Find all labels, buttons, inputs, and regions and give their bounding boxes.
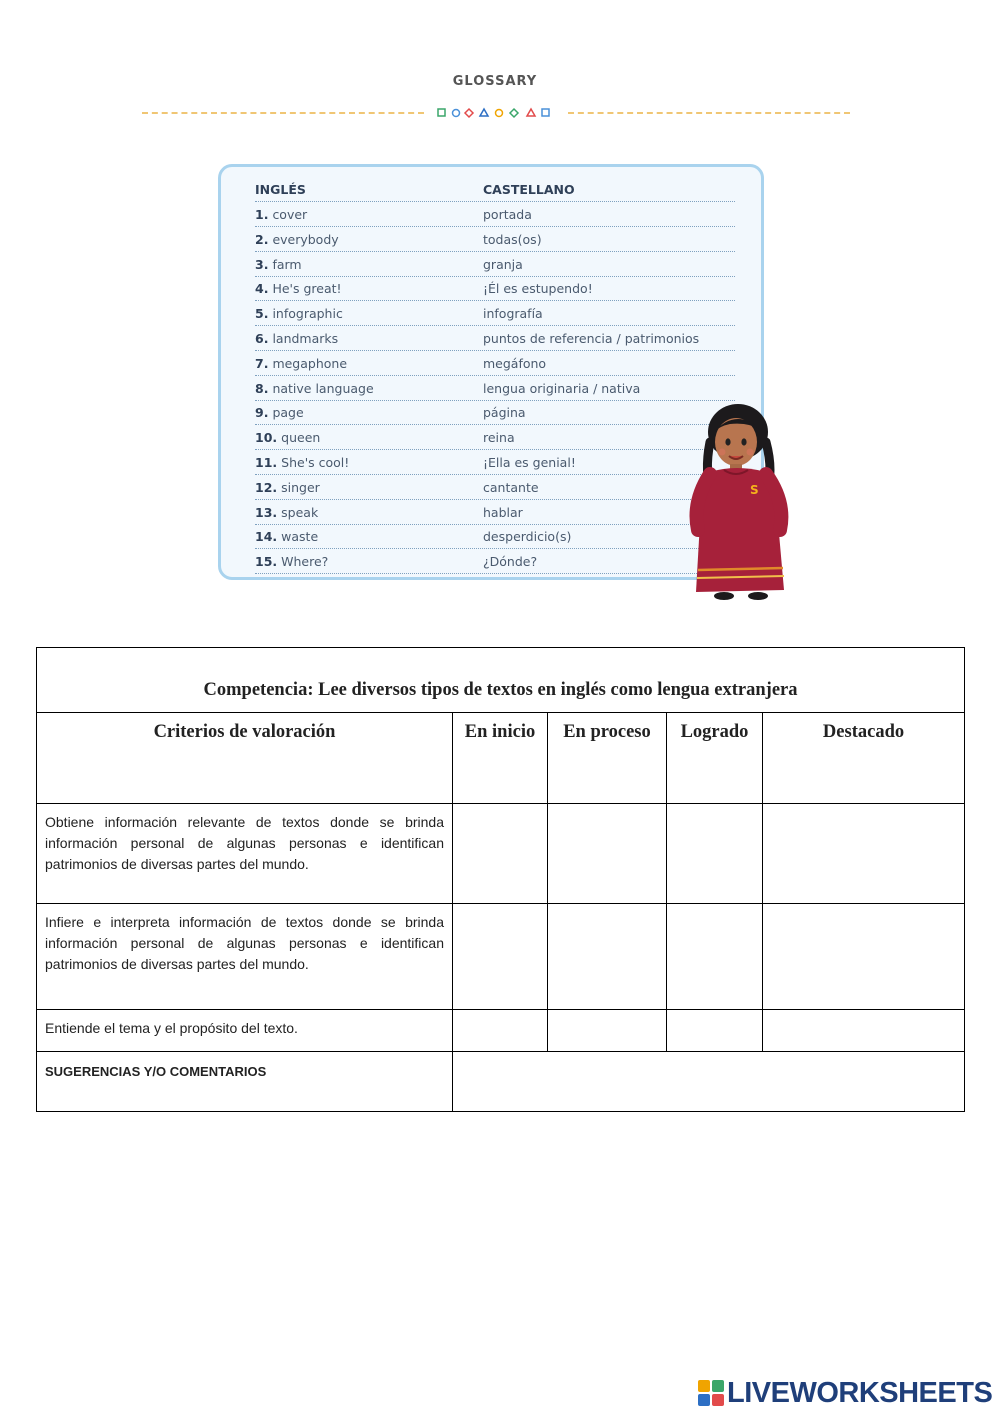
cell-c2-en-inicio[interactable] bbox=[453, 904, 548, 1010]
glossary-number: 3. bbox=[255, 256, 269, 272]
glossary-spanish-word: reina bbox=[483, 430, 515, 446]
liveworksheets-logo-text: LIVEWORKSHEETS bbox=[727, 1376, 993, 1409]
criterion-3: Entiende el tema y el propósito del texto. bbox=[37, 1010, 453, 1052]
glossary-english-word: megaphone bbox=[272, 355, 348, 371]
glossary-english-word: page bbox=[272, 405, 304, 421]
cell-c1-destacado[interactable] bbox=[763, 804, 965, 904]
glossary-english bbox=[255, 405, 304, 420]
glossary-number: 1. bbox=[255, 207, 269, 222]
glossary-english bbox=[255, 232, 339, 247]
glossary-entry bbox=[255, 425, 735, 450]
competencia-heading: Competencia: Lee diversos tipos de textos en inglés como lengua extranjera bbox=[37, 648, 965, 713]
glossary-english bbox=[255, 430, 320, 445]
header-criterios: Criterios de valoración bbox=[37, 713, 453, 804]
girl-illustration bbox=[686, 402, 796, 602]
header-destacado: Destacado bbox=[763, 713, 965, 804]
glossary-spanish-word: desperdicio(s) bbox=[483, 529, 572, 545]
divider-right bbox=[568, 112, 850, 114]
glossary-number: 5. bbox=[255, 306, 269, 322]
criterion-2: Infiere e interpreta información de textos donde se brinda información personal de algunas personas e identifican patrimonios de diversas partes del mundo. bbox=[37, 904, 453, 1010]
glossary-card bbox=[218, 164, 764, 580]
glossary-entry bbox=[255, 301, 735, 326]
glossary-english bbox=[255, 554, 328, 569]
glossary-entry bbox=[255, 202, 735, 227]
header-en-proceso: En proceso bbox=[548, 713, 667, 804]
glossary-entry bbox=[255, 227, 735, 252]
cell-c3-en-proceso[interactable] bbox=[548, 1010, 667, 1052]
glossary-entry bbox=[255, 326, 735, 351]
divider-left bbox=[142, 112, 424, 114]
glossary-english bbox=[255, 306, 343, 321]
glossary-english bbox=[255, 529, 318, 544]
svg-text:S: S bbox=[750, 483, 759, 497]
cell-c2-en-proceso[interactable] bbox=[548, 904, 667, 1010]
glossary-english bbox=[255, 331, 338, 346]
header-castellano: CASTELLANO bbox=[483, 182, 575, 197]
glossary-english bbox=[255, 505, 318, 520]
glossary-entry bbox=[255, 500, 735, 525]
glossary-english-word: Where? bbox=[281, 554, 329, 570]
glossary-entry bbox=[255, 376, 735, 401]
sugerencias-label: SUGERENCIAS Y/O COMENTARIOS bbox=[37, 1052, 453, 1112]
glossary-spanish-word: ¡Ella es genial! bbox=[483, 455, 576, 470]
liveworksheets-logo-icon bbox=[698, 1380, 724, 1406]
glossary-spanish-word: todas(os) bbox=[483, 231, 542, 247]
glossary-english-word: waste bbox=[281, 529, 319, 545]
glossary-number: 4. bbox=[255, 281, 269, 297]
glossary-english-word: He's great! bbox=[272, 281, 342, 297]
glossary-english-word: landmarks bbox=[272, 331, 339, 346]
glossary-spanish-word: página bbox=[483, 405, 526, 421]
glossary-number: 6. bbox=[255, 331, 269, 346]
glossary-entry bbox=[255, 351, 735, 376]
glossary-spanish-word: ¡Él es estupendo! bbox=[483, 281, 593, 297]
glossary-number: 13. bbox=[255, 504, 278, 520]
header-logrado: Logrado bbox=[667, 713, 763, 804]
glossary-english bbox=[255, 381, 374, 396]
glossary-english-word: She's cool! bbox=[281, 455, 350, 470]
cell-c1-en-proceso[interactable] bbox=[548, 804, 667, 904]
glossary-entry bbox=[255, 549, 735, 574]
glossary-spanish-word: cantante bbox=[483, 479, 539, 495]
glossary-english bbox=[255, 455, 349, 470]
glossary-english-word: everybody bbox=[272, 231, 339, 247]
cell-c2-logrado[interactable] bbox=[667, 904, 763, 1010]
glossary-english-word: native language bbox=[272, 380, 374, 396]
sugerencias-field[interactable] bbox=[453, 1052, 965, 1112]
glossary-english-word: queen bbox=[281, 430, 321, 446]
glossary-english-word: singer bbox=[281, 479, 320, 495]
glossary-spanish-word: puntos de referencia / patrimonios bbox=[483, 331, 700, 346]
liveworksheets-logo bbox=[698, 1376, 998, 1410]
cell-c2-destacado[interactable] bbox=[763, 904, 965, 1010]
glossary-entry bbox=[255, 450, 735, 475]
glossary-number: 10. bbox=[255, 430, 278, 446]
cell-c1-logrado[interactable] bbox=[667, 804, 763, 904]
glossary-english-word: infographic bbox=[272, 306, 343, 322]
glossary-english bbox=[255, 207, 307, 222]
glossary-number: 7. bbox=[255, 355, 269, 371]
glossary-english-word: speak bbox=[281, 504, 319, 520]
glossary-english-word: farm bbox=[272, 256, 302, 272]
glossary-spanish-word: lengua originaria / nativa bbox=[483, 380, 641, 396]
glossary-header-row bbox=[255, 177, 735, 202]
glossary-entry bbox=[255, 524, 735, 549]
header-ingles: INGLÉS bbox=[255, 182, 306, 197]
glossary-english bbox=[255, 480, 320, 495]
glossary-spanish-word: infografía bbox=[483, 306, 543, 322]
glossary-number: 2. bbox=[255, 231, 269, 247]
cell-c3-destacado[interactable] bbox=[763, 1010, 965, 1052]
cell-c3-en-inicio[interactable] bbox=[453, 1010, 548, 1052]
glossary-spanish-word: granja bbox=[483, 256, 523, 272]
glossary-entry bbox=[255, 475, 735, 500]
glossary-spanish-word: portada bbox=[483, 207, 532, 222]
glossary-english-word: cover bbox=[272, 207, 308, 222]
glossary-english bbox=[255, 356, 347, 371]
glossary-number: 11. bbox=[255, 455, 278, 470]
glossary-number: 8. bbox=[255, 380, 269, 396]
glossary-number: 15. bbox=[255, 554, 278, 570]
decorative-shapes-icon bbox=[436, 105, 554, 121]
rubric-table bbox=[36, 647, 965, 1112]
glossary-entry bbox=[255, 252, 735, 277]
criterion-1: Obtiene información relevante de textos donde se brinda información personal de algunas personas e identifican patrimonios de diversas partes del mundo. bbox=[37, 804, 453, 904]
glossary-entry bbox=[255, 276, 735, 301]
glossary-spanish-word: hablar bbox=[483, 504, 523, 520]
cell-c1-en-inicio[interactable] bbox=[453, 804, 548, 904]
glossary-number: 12. bbox=[255, 479, 278, 495]
glossary-title: GLOSSARY bbox=[452, 74, 538, 89]
glossary-english bbox=[255, 257, 302, 272]
glossary-spanish-word: ¿Dónde? bbox=[483, 554, 538, 570]
glossary-spanish-word: megáfono bbox=[483, 355, 547, 371]
header-en-inicio: En inicio bbox=[453, 713, 548, 804]
glossary-english bbox=[255, 281, 342, 296]
cell-c3-logrado[interactable] bbox=[667, 1010, 763, 1052]
glossary-number: 9. bbox=[255, 405, 269, 421]
glossary-entry bbox=[255, 400, 735, 425]
glossary-number: 14. bbox=[255, 529, 278, 545]
